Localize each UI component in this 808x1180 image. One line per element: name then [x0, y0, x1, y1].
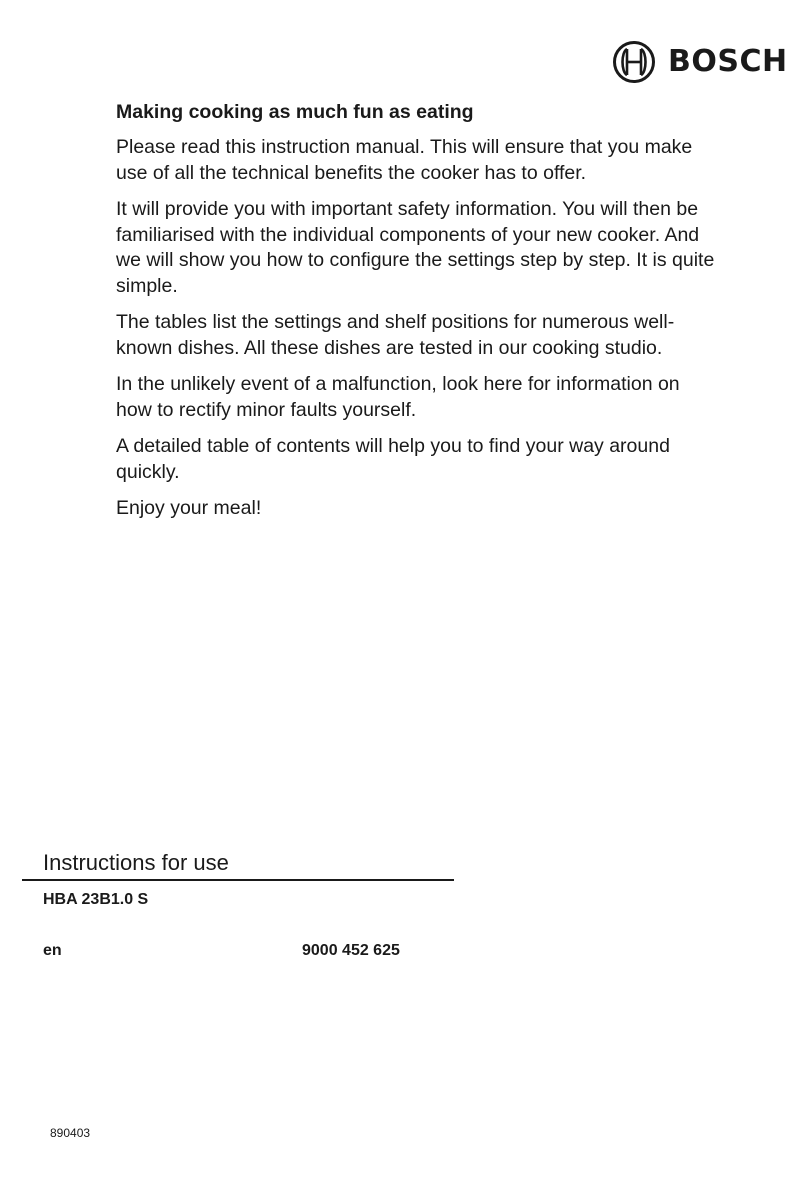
- intro-section: [116, 99, 716, 533]
- bosch-armature-icon: [612, 40, 656, 84]
- intro-paragraph: A detailed table of contents will help you to find your way around quickly.: [116, 435, 670, 483]
- intro-paragraph: Please read this instruction manual. This will ensure that you make use of all the technical benefits the cooker has to offer.: [116, 136, 693, 184]
- intro-paragraph: It will provide you with important safety information. You will then be familiarised with the individual components of your new cooker. And we will show you how to configure the settings step by step. It is quite simple.: [116, 198, 715, 297]
- intro-paragraph: The tables list the settings and shelf positions for numerous well-known dishes. All these dishes are tested in our cooking studio.: [116, 311, 675, 359]
- model-number: HBA 23B1.0 S: [43, 891, 149, 908]
- brand-name: BOSCH: [668, 44, 788, 79]
- intro-paragraph: Enjoy your meal!: [116, 497, 262, 519]
- document-title: Instructions for use: [43, 850, 229, 875]
- brand-logo: [612, 38, 792, 86]
- language-code: en: [43, 942, 62, 959]
- title-divider: [22, 879, 454, 881]
- part-number: 9000 452 625: [302, 942, 400, 959]
- intro-paragraph: In the unlikely event of a malfunction, look here for information on how to rectify minor faults yourself.: [116, 373, 680, 421]
- intro-heading: Making cooking as much fun as eating: [116, 101, 474, 123]
- document-code: 890403: [50, 1126, 91, 1140]
